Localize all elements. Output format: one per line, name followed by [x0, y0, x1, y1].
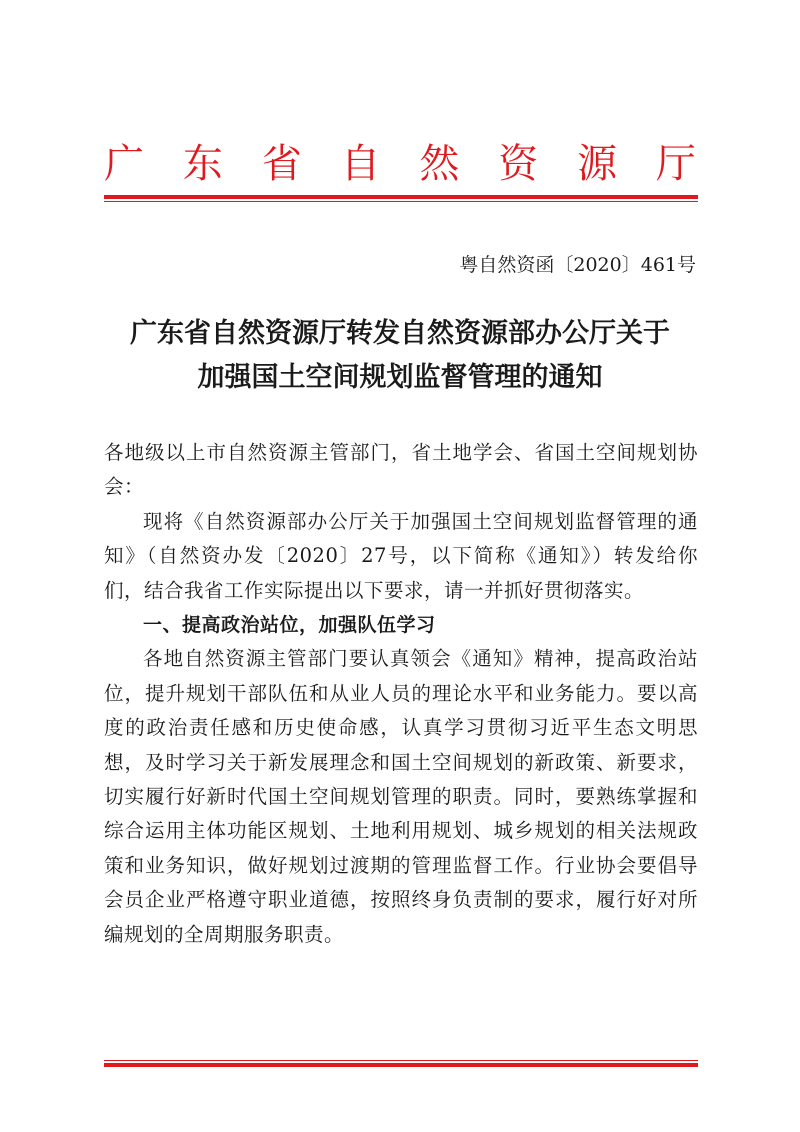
addressee-paragraph: 各地级以上市自然资源主管部门，省土地学会、省国土空间规划协会： — [104, 441, 698, 499]
header-char: 省 — [261, 141, 302, 187]
header-char: 源 — [577, 141, 618, 187]
footer-divider-thick — [104, 1063, 698, 1067]
footer-divider-thin — [104, 1060, 698, 1061]
document-title-line-1: 广东省自然资源厅转发自然资源部办公厅关于 — [130, 318, 670, 349]
header-char: 东 — [182, 141, 223, 187]
header-char: 厅 — [655, 141, 696, 187]
header-divider-thin — [104, 201, 698, 202]
header-char: 然 — [419, 141, 460, 187]
document-number: 粤自然资函〔2020〕461号 — [459, 254, 696, 276]
document-body — [104, 436, 698, 952]
document-title-line-2: 加强国土空间规划监督管理的通知 — [197, 362, 603, 393]
issuing-authority-header — [104, 136, 696, 192]
header-char: 自 — [340, 141, 381, 187]
header-char: 广 — [104, 141, 144, 187]
header-divider-thick — [104, 195, 698, 199]
section-body-paragraph: 各地自然资源主管部门要认真领会《通知》精神，提高政治站位，提升规划干部队伍和从业人员的理论水平和业务能力。要以高度的政治责任感和历史使命感，认真学习贯彻习近平生态文明思想，及时学习关于新发展理念和国土空间规划的新政策、新要求，切实履行好新时代国土空间规划管理的职责。同时，要熟练掌握和综合运用主体功能区规划、土地利用规划、城乡规划的相关法规政策和业务知识，做好规划过渡期的管理监督工作。行业协会要倡导会员企业严格遵守职业道德，按照终身负责制的要求，履行好对所编规划的全周期服务职责。 — [104, 647, 698, 946]
document-title — [100, 312, 700, 400]
intro-paragraph: 现将《自然资源部办公厅关于加强国土空间规划监督管理的通知》（自然资办发〔2020〕27号，以下简称《通知》）转发给你们，结合我省工作实际提出以下要求，请一并抓好贯彻落实。 — [104, 509, 698, 602]
section-heading: 一、提高政治站位，加强队伍学习 — [143, 614, 436, 637]
header-char: 资 — [498, 141, 539, 187]
